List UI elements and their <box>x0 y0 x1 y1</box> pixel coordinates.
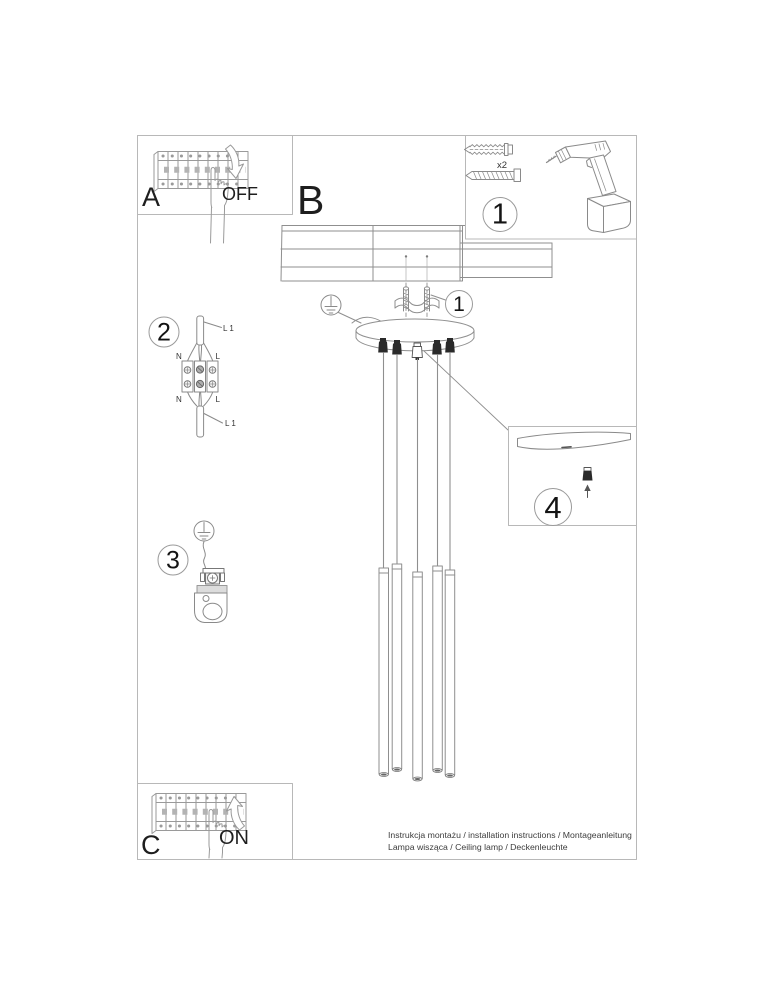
anchor-quantity-label: x2 <box>497 160 508 171</box>
step-c-action-label: ON <box>219 827 249 849</box>
wire-label-bottom-neutral: N <box>176 394 182 404</box>
pendant-tube <box>392 564 402 772</box>
wire-label-bottom-live: L <box>215 394 220 404</box>
callout-number-wiring: 2 <box>157 318 171 346</box>
callout-number-bracket: 1 <box>453 292 465 316</box>
wire-label-bottom-cable: L 1 <box>225 419 236 428</box>
footer-text <box>388 830 632 853</box>
ground-leader <box>339 313 362 324</box>
ground-symbol-icon <box>321 295 341 315</box>
callout-number-ground: 3 <box>166 546 180 574</box>
step-a-action-label: OFF <box>222 184 258 204</box>
footer-line-2: Lampa wisząca / Ceiling lamp / Deckenleuchte <box>388 841 568 852</box>
step-b-label: B <box>297 177 325 223</box>
ground-clamp-icon <box>194 521 227 623</box>
wire-label-top-cable: L 1 <box>223 323 234 333</box>
pendant-tube <box>433 566 443 773</box>
gland-detail-leader <box>424 351 508 430</box>
suspension-cables <box>384 353 451 573</box>
pendant-tube <box>445 570 455 778</box>
wire-label-top-neutral: N <box>176 351 182 361</box>
wire-label-top-live: L <box>215 351 220 361</box>
mounting-bracket-icon <box>395 298 439 313</box>
pendant-tube <box>379 568 389 777</box>
callout-number-canopy: 4 <box>544 489 562 525</box>
cable-gland-center-icon <box>412 343 422 360</box>
terminal-block-icon <box>182 316 223 437</box>
callout-number-parts: 1 <box>491 198 509 231</box>
footer-line-1: Instrukcja montażu / installation instructions / Montageanleitung <box>388 830 632 840</box>
callout-leader <box>431 295 446 300</box>
step-c-label: C <box>141 830 161 860</box>
pendant-tube <box>413 572 423 781</box>
step-a-label: A <box>142 182 161 212</box>
gland-detail-icon <box>583 468 593 481</box>
